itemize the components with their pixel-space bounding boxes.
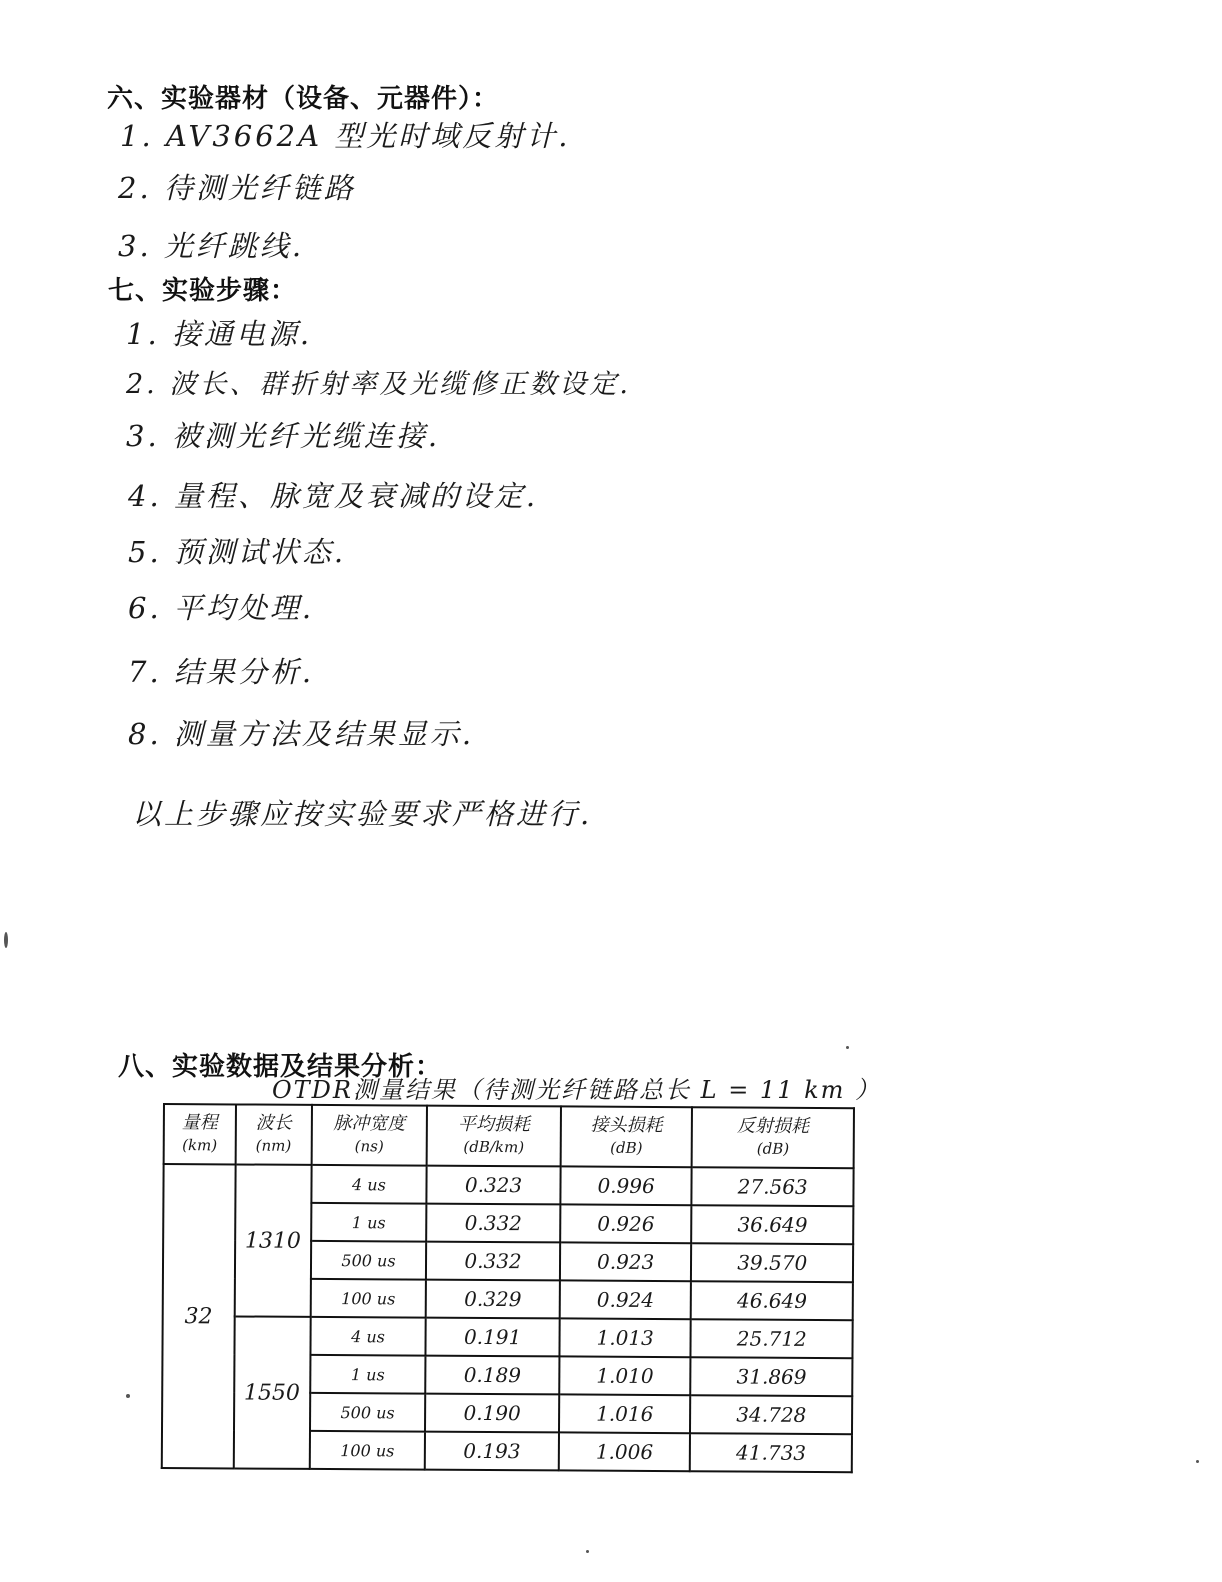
splice-loss-cell: 1.016: [559, 1394, 691, 1433]
equipment-item-3: 3. 光纤跳线.: [118, 229, 305, 263]
col-header-range: 量程 (km): [164, 1104, 236, 1164]
pulse-cell: 500 us: [310, 1393, 426, 1432]
avg-loss-cell: 0.191: [426, 1318, 560, 1357]
results-heading: 八、实验数据及结果分析：: [118, 1052, 443, 1082]
reflect-loss-cell: 34.728: [690, 1395, 852, 1434]
scan-speck: [126, 1394, 130, 1398]
splice-loss-cell: 1.006: [559, 1432, 691, 1471]
results-subtitle: OTDR测量结果（待测光纤链路总长 L = 11 km ）: [272, 1076, 882, 1104]
wavelength-cell: 1550: [234, 1316, 311, 1468]
reflect-loss-cell: 27.563: [692, 1167, 854, 1206]
scan-speck: [846, 1046, 849, 1049]
steps-heading: 七、实验步骤：: [108, 276, 298, 306]
step-item-7: 7. 结果分析.: [128, 655, 315, 689]
equipment-item-1: 1. AV3662A 型光时域反射计.: [120, 119, 571, 153]
pulse-cell: 1 us: [311, 1203, 427, 1242]
splice-loss-cell: 0.996: [560, 1166, 692, 1205]
splice-loss-cell: 0.923: [560, 1242, 692, 1281]
equipment-heading: 六、实验器材（设备、元器件）：: [107, 84, 500, 114]
col-header-splice-loss: 接头损耗 (dB): [560, 1106, 692, 1167]
col-header-pulse-width: 脉冲宽度 (ns): [311, 1105, 427, 1166]
table-row: [162, 1316, 852, 1358]
pulse-cell: 4 us: [310, 1317, 426, 1356]
reflect-loss-cell: 31.869: [691, 1357, 853, 1396]
step-item-8: 8. 测量方法及结果显示.: [128, 717, 475, 751]
splice-loss-cell: 1.010: [559, 1356, 691, 1395]
avg-loss-cell: 0.323: [427, 1166, 561, 1205]
scan-speck: [586, 1550, 589, 1553]
table-row: [163, 1164, 853, 1206]
scan-speck: [4, 932, 8, 948]
col-header-avg-loss: 平均损耗 (dB/km): [427, 1106, 561, 1167]
step-item-5: 5. 预测试状态.: [128, 535, 347, 569]
avg-loss-cell: 0.329: [426, 1280, 560, 1319]
avg-loss-cell: 0.332: [426, 1242, 560, 1281]
reflect-loss-cell: 25.712: [691, 1319, 853, 1358]
step-item-1: 1. 接通电源.: [126, 317, 313, 351]
reflect-loss-cell: 36.649: [692, 1205, 854, 1244]
results-table: [161, 1103, 855, 1473]
step-item-3: 3. 被测光纤光缆连接.: [126, 419, 441, 453]
avg-loss-cell: 0.332: [426, 1204, 560, 1243]
avg-loss-cell: 0.190: [425, 1394, 559, 1433]
reflect-loss-cell: 46.649: [691, 1281, 853, 1320]
step-item-2: 2. 波长、群折射率及光缆修正数设定.: [126, 369, 631, 400]
avg-loss-cell: 0.189: [425, 1356, 559, 1395]
splice-loss-cell: 1.013: [559, 1318, 691, 1357]
avg-loss-cell: 0.193: [425, 1432, 559, 1471]
splice-loss-cell: 0.926: [560, 1204, 692, 1243]
pulse-cell: 4 us: [311, 1165, 427, 1204]
range-cell: 32: [162, 1164, 236, 1468]
wavelength-cell: 1310: [234, 1164, 311, 1316]
equipment-item-2: 2. 待测光纤链路: [118, 171, 356, 205]
pulse-cell: 100 us: [309, 1431, 425, 1470]
col-header-wavelength: 波长 (nm): [235, 1104, 311, 1164]
pulse-cell: 500 us: [311, 1241, 427, 1280]
step-item-6: 6. 平均处理.: [128, 591, 315, 625]
scan-speck: [1196, 1460, 1199, 1463]
steps-note: 以上步骤应按实验要求严格进行.: [132, 797, 593, 831]
splice-loss-cell: 0.924: [560, 1280, 692, 1319]
reflect-loss-cell: 39.570: [691, 1243, 853, 1282]
reflect-loss-cell: 41.733: [690, 1433, 852, 1472]
pulse-cell: 1 us: [310, 1355, 426, 1394]
table-header-row: [164, 1104, 854, 1168]
col-header-reflect-loss: 反射损耗 (dB): [692, 1107, 854, 1168]
pulse-cell: 100 us: [310, 1279, 426, 1318]
step-item-4: 4. 量程、脉宽及衰减的设定.: [128, 479, 539, 513]
